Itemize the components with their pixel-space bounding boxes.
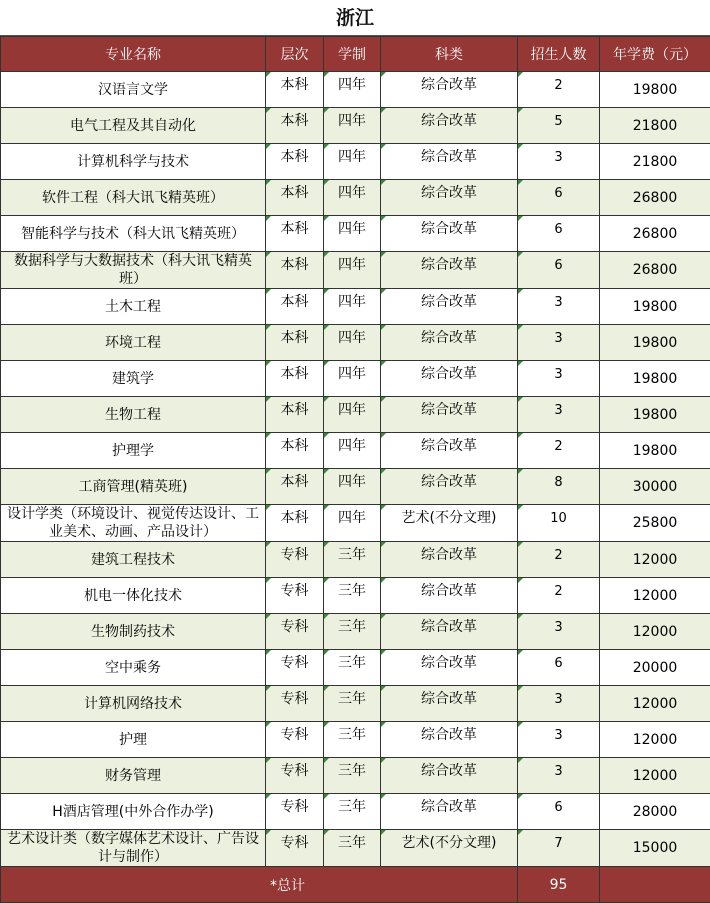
total-row [1, 867, 710, 903]
cell-major: 计算机网络技术 [1, 686, 266, 722]
cell-fee: 12000 [600, 722, 710, 758]
cell-major: 生物工程 [1, 397, 266, 433]
cell-category: 综合改革 [381, 72, 518, 108]
cell-fee: 25800 [600, 505, 710, 542]
table-row [1, 505, 710, 542]
cell-category: 综合改革 [381, 542, 518, 578]
cell-enroll: 3 [518, 758, 600, 794]
cell-level: 专科 [266, 614, 324, 650]
table-row [1, 289, 710, 325]
cell-duration: 四年 [324, 289, 381, 325]
table-row [1, 361, 710, 397]
cell-category: 综合改革 [381, 144, 518, 180]
cell-fee: 28000 [600, 794, 710, 830]
cell-enroll: 2 [518, 542, 600, 578]
cell-level: 专科 [266, 758, 324, 794]
cell-fee: 12000 [600, 578, 710, 614]
total-label: *总计 [1, 867, 518, 903]
enrollment-table [0, 36, 710, 903]
cell-major: 土木工程 [1, 289, 266, 325]
cell-fee: 19800 [600, 289, 710, 325]
cell-enroll: 3 [518, 144, 600, 180]
cell-duration: 三年 [324, 722, 381, 758]
cell-fee: 26800 [600, 252, 710, 289]
table-row [1, 686, 710, 722]
table-row [1, 722, 710, 758]
cell-duration: 三年 [324, 686, 381, 722]
cell-level: 本科 [266, 505, 324, 542]
cell-category: 综合改革 [381, 686, 518, 722]
cell-fee: 26800 [600, 180, 710, 216]
cell-enroll: 6 [518, 794, 600, 830]
cell-category: 艺术(不分文理) [381, 830, 518, 867]
header-fee: 年学费（元） [600, 37, 710, 72]
table-row [1, 794, 710, 830]
cell-fee: 30000 [600, 469, 710, 505]
cell-major: 机电一体化技术 [1, 578, 266, 614]
table-row [1, 578, 710, 614]
cell-fee: 21800 [600, 108, 710, 144]
cell-fee: 21800 [600, 144, 710, 180]
table-body [1, 72, 710, 867]
cell-enroll: 3 [518, 325, 600, 361]
header-duration: 学制 [324, 37, 381, 72]
cell-level: 本科 [266, 252, 324, 289]
cell-duration: 三年 [324, 758, 381, 794]
cell-level: 本科 [266, 433, 324, 469]
table-row [1, 216, 710, 252]
cell-major: H酒店管理(中外合作办学) [1, 794, 266, 830]
cell-major: 艺术设计类（数字媒体艺术设计、广告设计与制作） [1, 830, 266, 867]
cell-enroll: 6 [518, 252, 600, 289]
cell-duration: 四年 [324, 72, 381, 108]
cell-category: 综合改革 [381, 216, 518, 252]
cell-enroll: 8 [518, 469, 600, 505]
table-row [1, 108, 710, 144]
cell-fee: 19800 [600, 72, 710, 108]
cell-category: 综合改革 [381, 433, 518, 469]
cell-level: 本科 [266, 72, 324, 108]
cell-level: 专科 [266, 650, 324, 686]
cell-category: 综合改革 [381, 722, 518, 758]
page-title: 浙江 [0, 0, 710, 36]
cell-major: 设计学类（环境设计、视觉传达设计、工业美术、动画、产品设计） [1, 505, 266, 542]
cell-level: 专科 [266, 686, 324, 722]
cell-major: 生物制药技术 [1, 614, 266, 650]
header-row [1, 37, 710, 72]
cell-major: 护理学 [1, 433, 266, 469]
cell-major: 财务管理 [1, 758, 266, 794]
cell-duration: 三年 [324, 830, 381, 867]
cell-duration: 三年 [324, 542, 381, 578]
table-row [1, 252, 710, 289]
cell-level: 专科 [266, 542, 324, 578]
cell-level: 本科 [266, 108, 324, 144]
cell-duration: 三年 [324, 578, 381, 614]
cell-level: 本科 [266, 469, 324, 505]
cell-category: 综合改革 [381, 180, 518, 216]
cell-enroll: 3 [518, 397, 600, 433]
cell-fee: 12000 [600, 758, 710, 794]
cell-enroll: 3 [518, 614, 600, 650]
header-category: 科类 [381, 37, 518, 72]
cell-major: 建筑工程技术 [1, 542, 266, 578]
cell-level: 专科 [266, 578, 324, 614]
cell-fee: 20000 [600, 650, 710, 686]
cell-category: 综合改革 [381, 794, 518, 830]
table-row [1, 72, 710, 108]
cell-duration: 四年 [324, 180, 381, 216]
table-row [1, 469, 710, 505]
header-enroll: 招生人数 [518, 37, 600, 72]
cell-duration: 四年 [324, 433, 381, 469]
cell-major: 软件工程（科大讯飞精英班） [1, 180, 266, 216]
cell-duration: 三年 [324, 794, 381, 830]
cell-fee: 12000 [600, 614, 710, 650]
cell-category: 艺术(不分文理) [381, 505, 518, 542]
cell-major: 汉语言文学 [1, 72, 266, 108]
cell-fee: 26800 [600, 216, 710, 252]
cell-enroll: 2 [518, 578, 600, 614]
cell-fee: 12000 [600, 686, 710, 722]
cell-major: 数据科学与大数据技术（科大讯飞精英班） [1, 252, 266, 289]
cell-enroll: 3 [518, 289, 600, 325]
cell-fee: 19800 [600, 433, 710, 469]
total-empty [600, 867, 710, 903]
cell-duration: 四年 [324, 144, 381, 180]
cell-enroll: 6 [518, 180, 600, 216]
cell-fee: 19800 [600, 397, 710, 433]
cell-major: 电气工程及其自动化 [1, 108, 266, 144]
table-row [1, 397, 710, 433]
cell-category: 综合改革 [381, 325, 518, 361]
cell-enroll: 7 [518, 830, 600, 867]
cell-category: 综合改革 [381, 361, 518, 397]
cell-category: 综合改革 [381, 252, 518, 289]
cell-level: 本科 [266, 180, 324, 216]
cell-fee: 12000 [600, 542, 710, 578]
header-level: 层次 [266, 37, 324, 72]
table-row [1, 614, 710, 650]
table-row [1, 325, 710, 361]
cell-enroll: 5 [518, 108, 600, 144]
cell-category: 综合改革 [381, 578, 518, 614]
cell-level: 本科 [266, 325, 324, 361]
cell-level: 专科 [266, 794, 324, 830]
header-major: 专业名称 [1, 37, 266, 72]
cell-major: 护理 [1, 722, 266, 758]
cell-category: 综合改革 [381, 758, 518, 794]
cell-level: 本科 [266, 144, 324, 180]
cell-major: 建筑学 [1, 361, 266, 397]
cell-major: 环境工程 [1, 325, 266, 361]
cell-enroll: 3 [518, 722, 600, 758]
cell-duration: 四年 [324, 505, 381, 542]
cell-enroll: 6 [518, 216, 600, 252]
table-row [1, 650, 710, 686]
cell-level: 本科 [266, 289, 324, 325]
cell-major: 工商管理(精英班) [1, 469, 266, 505]
cell-duration: 四年 [324, 397, 381, 433]
cell-fee: 19800 [600, 325, 710, 361]
cell-duration: 四年 [324, 325, 381, 361]
cell-major: 计算机科学与技术 [1, 144, 266, 180]
cell-enroll: 2 [518, 72, 600, 108]
table-row [1, 758, 710, 794]
cell-category: 综合改革 [381, 469, 518, 505]
cell-duration: 三年 [324, 650, 381, 686]
table-row [1, 144, 710, 180]
table-row [1, 433, 710, 469]
cell-level: 本科 [266, 397, 324, 433]
table-row [1, 830, 710, 867]
cell-level: 专科 [266, 830, 324, 867]
cell-duration: 四年 [324, 216, 381, 252]
cell-major: 智能科学与技术（科大讯飞精英班） [1, 216, 266, 252]
cell-category: 综合改革 [381, 397, 518, 433]
cell-duration: 四年 [324, 108, 381, 144]
cell-level: 专科 [266, 722, 324, 758]
cell-duration: 四年 [324, 469, 381, 505]
table-row [1, 542, 710, 578]
cell-enroll: 10 [518, 505, 600, 542]
cell-enroll: 3 [518, 686, 600, 722]
cell-duration: 四年 [324, 252, 381, 289]
cell-duration: 三年 [324, 614, 381, 650]
cell-enroll: 3 [518, 361, 600, 397]
cell-fee: 19800 [600, 361, 710, 397]
cell-category: 综合改革 [381, 289, 518, 325]
cell-category: 综合改革 [381, 108, 518, 144]
cell-major: 空中乘务 [1, 650, 266, 686]
cell-level: 本科 [266, 361, 324, 397]
cell-category: 综合改革 [381, 650, 518, 686]
cell-level: 本科 [266, 216, 324, 252]
cell-category: 综合改革 [381, 614, 518, 650]
cell-fee: 15000 [600, 830, 710, 867]
cell-duration: 四年 [324, 361, 381, 397]
total-value: 95 [518, 867, 600, 903]
cell-enroll: 2 [518, 433, 600, 469]
cell-enroll: 6 [518, 650, 600, 686]
table-row [1, 180, 710, 216]
